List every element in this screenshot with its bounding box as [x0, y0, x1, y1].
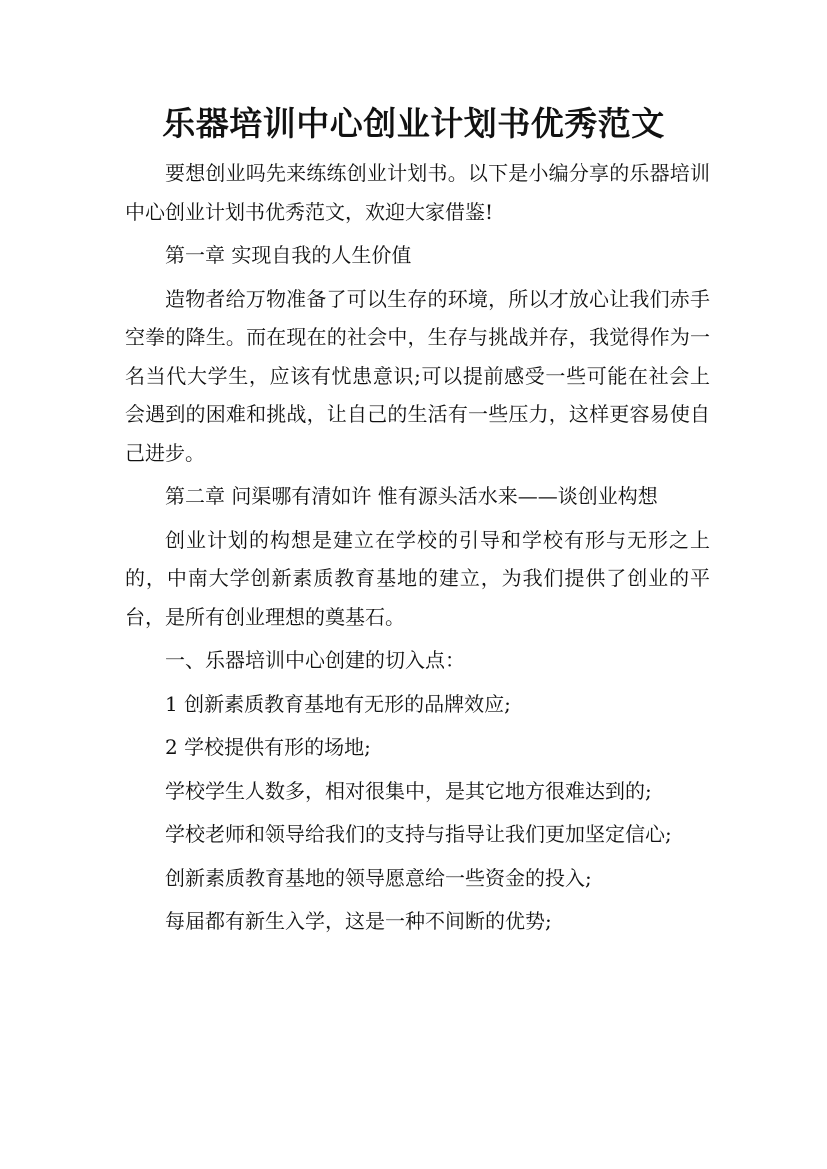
paragraph-intro: 要想创业吗先来练练创业计划书。以下是小编分享的乐器培训中心创业计划书优秀范文，欢迎大家借鉴! [125, 161, 710, 224]
list-item: 学校老师和领导给我们的支持与指导让我们更加坚定信心; [165, 822, 672, 846]
list-item: 1 创新素质教育基地有无形的品牌效应; [165, 691, 511, 716]
paragraph-chapter-1: 造物者给万物准备了可以生存的环境，所以才放心让我们赤手空拳的降生。而在现在的社会中，生存与挑战并存，我觉得作为一名当代大学生，应该有忧患意识;可以提前感受一些可能在社会上会遇到的困难和挑战，让自己的生活有一些压力，这样更容易使自己进步。 [125, 286, 710, 465]
list-item: 学校学生人数多，相对很集中，是其它地方很难达到的; [165, 778, 652, 803]
chapter-heading-2: 第二章 问渠哪有清如许 惟有源头活水来——谈创业构想 [165, 484, 658, 508]
chapter-heading-1: 第一章 实现自我的人生价值 [165, 243, 412, 267]
list-item: 2 学校提供有形的场地; [165, 735, 371, 759]
document-body [125, 154, 710, 946]
list-item: 每届都有新生入学，这是一种不间断的优势; [165, 909, 552, 933]
document-title: 乐器培训中心创业计划书优秀范文 [162, 104, 665, 143]
list-item: 创新素质教育基地的领导愿意给一些资金的投入; [165, 865, 592, 890]
paragraph-chapter-2: 创业计划的构想是建立在学校的引导和学校有形与无形之上的，中南大学创新素质教育基地的建立，为我们提供了创业的平台，是所有创业理想的奠基石。 [125, 527, 710, 629]
section-heading-1: 一、乐器培训中心创建的切入点： [165, 648, 465, 672]
